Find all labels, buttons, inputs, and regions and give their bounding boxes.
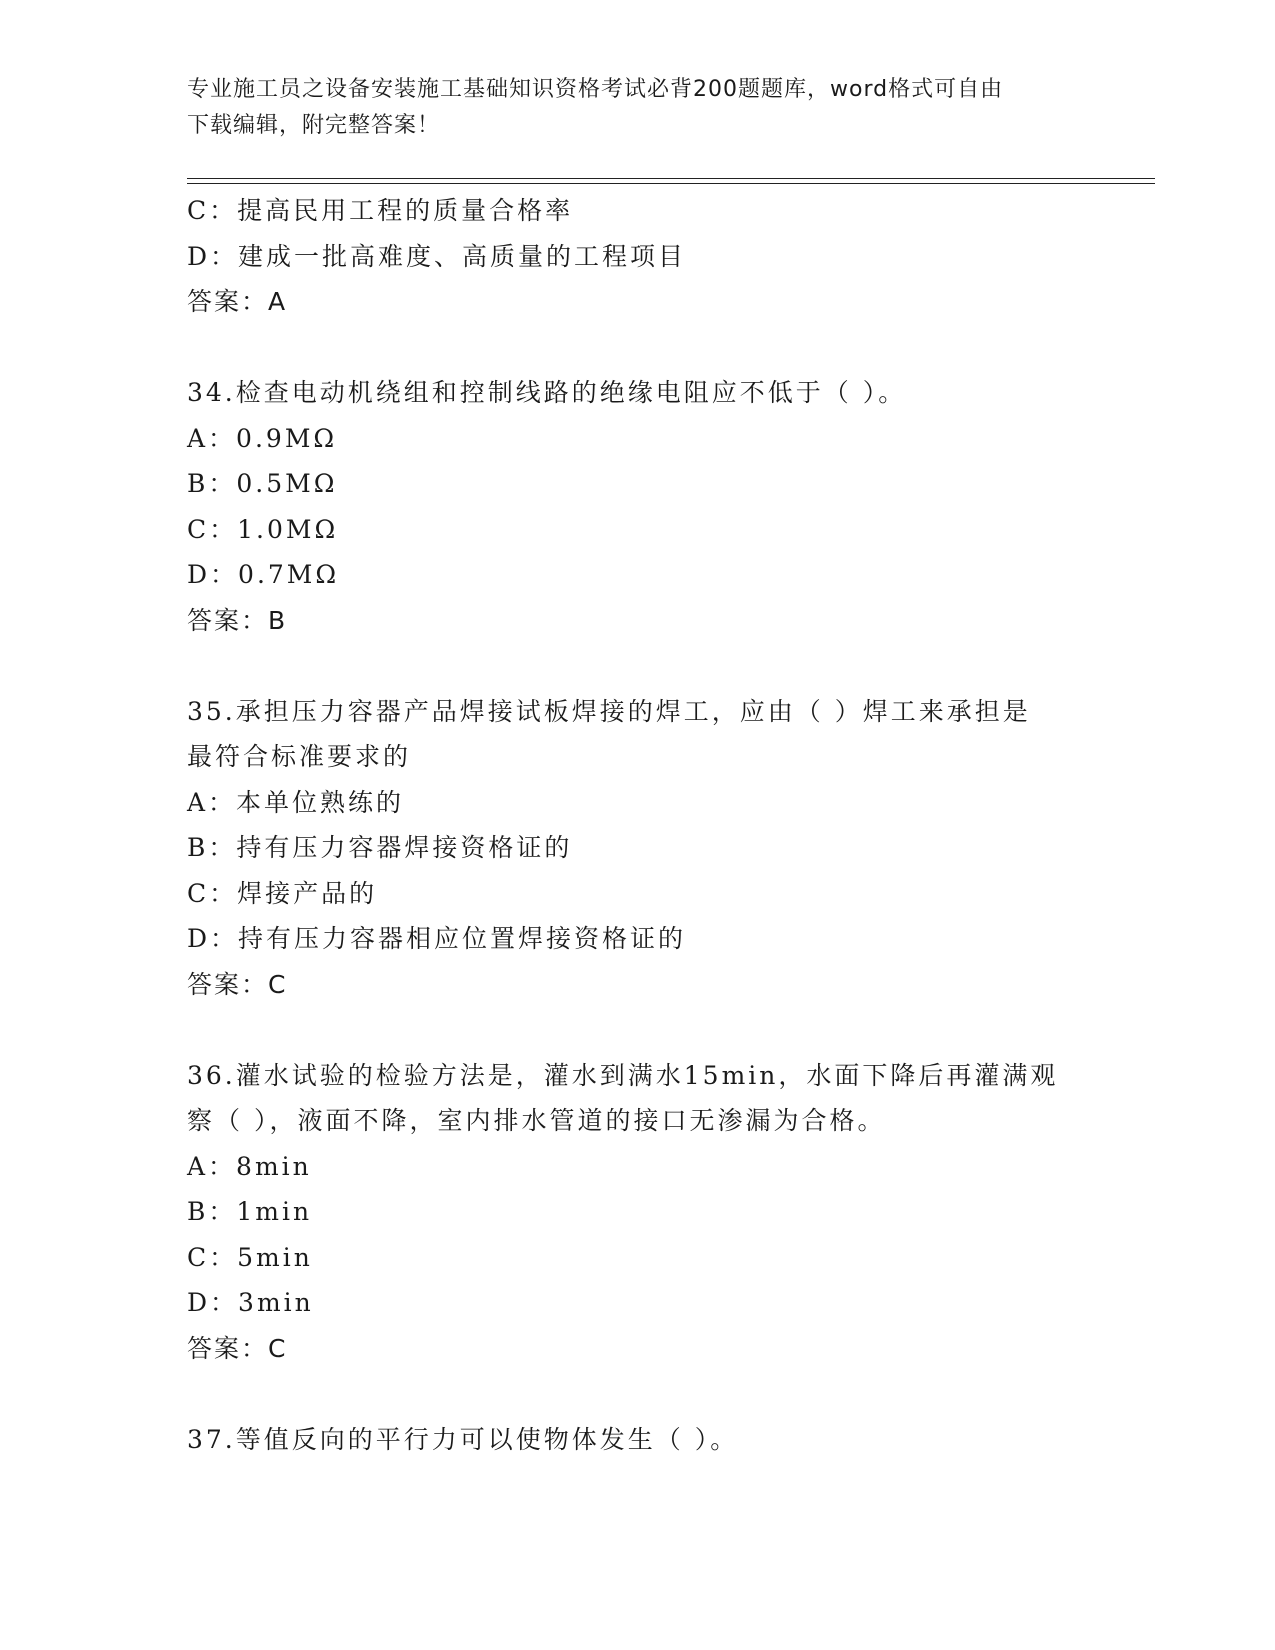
option-line: C：焊接产品的 [187,878,378,908]
question-stem: 34.检查电动机绕组和控制线路的绝缘电阻应不低于（ ）。 [187,378,907,407]
question-stem: 察（ ），液面不降，室内排水管道的接口无渗漏为合格。 [187,1106,886,1135]
question-stem: 37.等值反向的平行力可以使物体发生（ ）。 [187,1424,739,1454]
option-line: B：持有压力容器焊接资格证的 [187,833,573,862]
option-line: A：0.9MΩ [187,423,338,453]
question-34 [187,370,1067,643]
option-line: D：建成一批高难度、高质量的工程项目 [187,241,687,271]
question-35 [187,689,1067,1008]
header-line-1: 专业施工员之设备安装施工基础知识资格考试必背200题题库，word格式可自由 [187,77,1004,102]
question-36 [187,1053,1067,1372]
option-line: C：1.0MΩ [187,514,339,544]
question-37 [187,1417,1067,1463]
option-line: B：0.5MΩ [187,469,338,498]
question-stem: 36.灌水试验的检验方法是，灌水到满水15min，水面下降后再灌满观 [187,1060,1059,1090]
spacer [187,643,1067,689]
answer-line: 答案：A [187,287,288,316]
option-line: C：提高民用工程的质量合格率 [187,196,574,225]
document-body [187,188,1067,1462]
option-line: D：0.7MΩ [187,560,340,589]
spacer [187,325,1067,371]
header-line-2: 下载编辑，附完整答案！ [187,113,441,138]
option-line: C：5min [187,1242,313,1272]
question-33-continued [187,188,1067,325]
header-divider-bottom [187,183,1155,184]
option-line: D：3min [187,1288,314,1317]
spacer [187,1371,1067,1417]
answer-line: 答案：B [187,605,288,635]
spacer [187,1007,1067,1053]
question-stem: 最符合标准要求的 [187,742,412,771]
answer-line: 答案：C [187,969,288,999]
question-stem: 35.承担压力容器产品焊接试板焊接的焊工，应由（ ）焊工来承担是 [187,696,1031,726]
option-line: D：持有压力容器相应位置焊接资格证的 [187,924,687,953]
option-line: B：1min [187,1197,313,1226]
answer-line: 答案：C [187,1333,288,1363]
document-header [187,72,1067,144]
option-line: A：本单位熟练的 [187,787,405,817]
option-line: A：8min [187,1151,312,1181]
header-divider-top [187,178,1155,179]
